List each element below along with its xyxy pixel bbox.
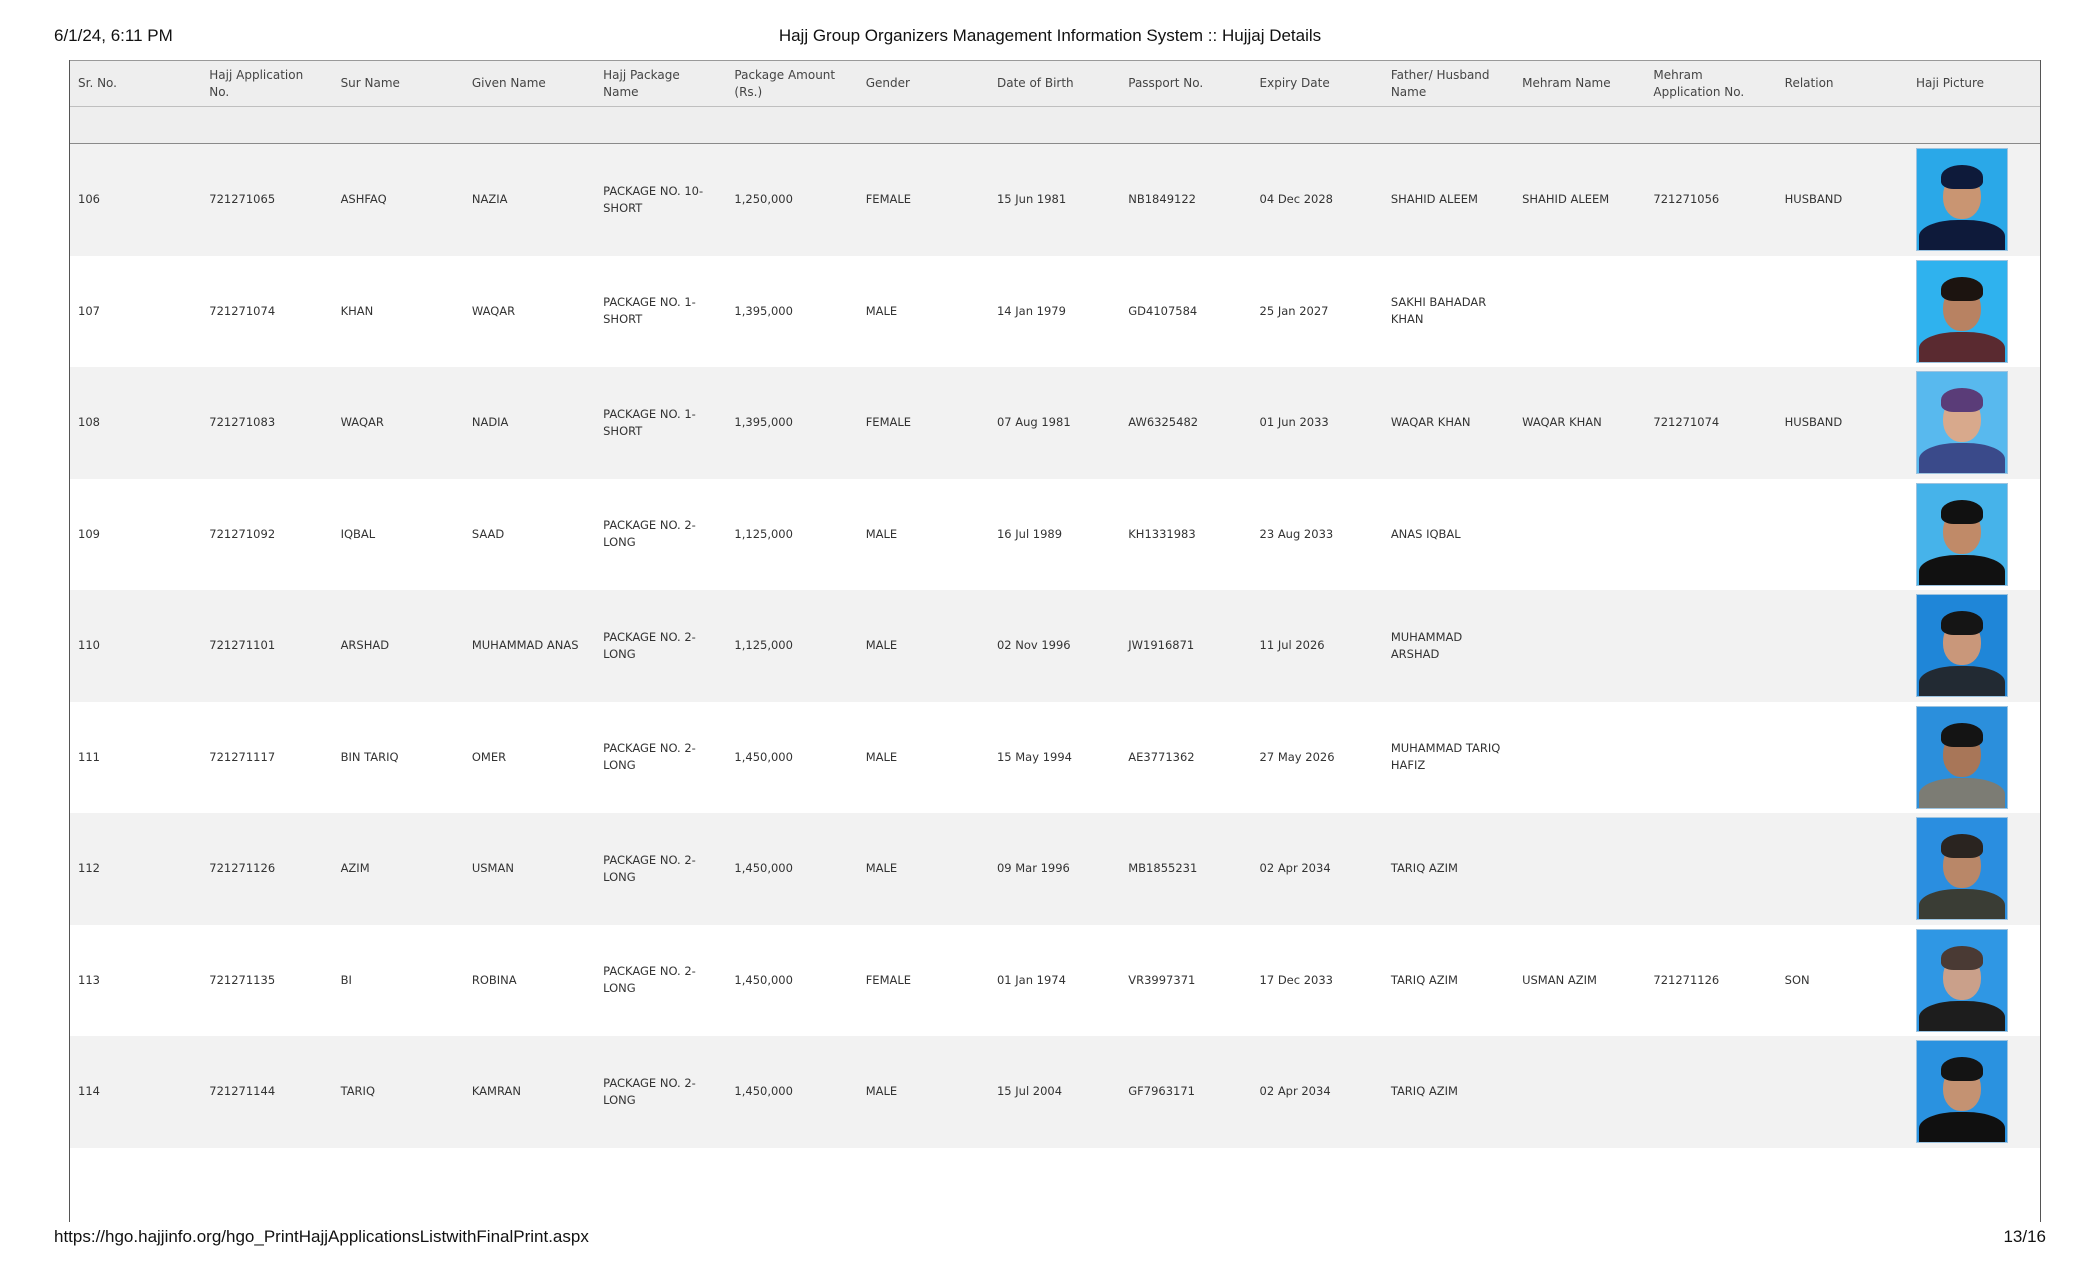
header-passport-no: Passport No. xyxy=(1128,76,1204,90)
photo-shoulders xyxy=(1919,778,2005,809)
header-sur-name: Sur Name xyxy=(340,76,400,90)
cell-sr-no: 108 xyxy=(78,415,100,430)
cell-father-husband-name: MUHAMMAD ARSHAD xyxy=(1390,629,1463,661)
cell-package-name: PACKAGE NO. 1-SHORT xyxy=(603,295,696,327)
print-footer xyxy=(54,1227,2046,1251)
photo-shoulders xyxy=(1919,889,2005,920)
photo-shoulders xyxy=(1919,220,2005,251)
cell-package-amount: 1,450,000 xyxy=(734,861,793,876)
cell-haji-picture xyxy=(1908,594,2040,697)
cell-sr-no: 113 xyxy=(78,972,100,987)
cell-haji-picture xyxy=(1908,1040,2040,1143)
haji-photo xyxy=(1916,706,2008,809)
header-expiry-date: Expiry Date xyxy=(1259,76,1330,90)
cell-package-amount: 1,125,000 xyxy=(734,638,793,653)
cell-expiry-date: 17 Dec 2033 xyxy=(1259,972,1333,987)
cell-gender: MALE xyxy=(865,303,898,318)
cell-application-no: 721271144 xyxy=(209,1084,276,1099)
header-package-name: Hajj Package Name xyxy=(603,67,680,99)
haji-photo xyxy=(1916,148,2008,251)
table-row xyxy=(70,590,2040,702)
cell-sr-no: 107 xyxy=(78,303,100,318)
cell-mehram-name: WAQAR KHAN xyxy=(1522,415,1602,430)
header-application-no: Hajj Application No. xyxy=(209,67,304,99)
cell-sr-no: 106 xyxy=(78,192,100,207)
cell-date-of-birth: 15 May 1994 xyxy=(996,749,1072,764)
photo-shoulders xyxy=(1919,1112,2005,1143)
cell-sur-name: TARIQ xyxy=(340,1084,375,1099)
cell-expiry-date: 02 Apr 2034 xyxy=(1259,1084,1331,1099)
table-row xyxy=(70,479,2040,591)
cell-date-of-birth: 01 Jan 1974 xyxy=(996,972,1066,987)
header-given-name: Given Name xyxy=(471,76,546,90)
cell-expiry-date: 02 Apr 2034 xyxy=(1259,861,1331,876)
header-date-of-birth: Date of Birth xyxy=(996,76,1074,90)
photo-shoulders xyxy=(1919,332,2005,363)
header-father-husband-name: Father/ Husband Name xyxy=(1390,67,1490,99)
header-mehram-name: Mehram Name xyxy=(1522,76,1611,90)
cell-package-amount: 1,450,000 xyxy=(734,972,793,987)
cell-haji-picture xyxy=(1908,929,2040,1032)
cell-package-amount: 1,450,000 xyxy=(734,1084,793,1099)
cell-package-name: PACKAGE NO. 2-LONG xyxy=(603,629,696,661)
cell-date-of-birth: 16 Jul 1989 xyxy=(996,526,1063,541)
table-filter-row xyxy=(70,107,2040,144)
cell-relation: HUSBAND xyxy=(1784,192,1843,207)
cell-given-name: KAMRAN xyxy=(471,1084,521,1099)
cell-sur-name: IQBAL xyxy=(340,526,376,541)
cell-application-no: 721271092 xyxy=(209,526,276,541)
table-row xyxy=(70,256,2040,368)
cell-father-husband-name: SHAHID ALEEM xyxy=(1390,192,1478,207)
cell-gender: MALE xyxy=(865,526,898,541)
cell-date-of-birth: 15 Jul 2004 xyxy=(996,1084,1063,1099)
cell-package-amount: 1,395,000 xyxy=(734,303,793,318)
cell-given-name: USMAN xyxy=(471,861,514,876)
cell-father-husband-name: WAQAR KHAN xyxy=(1390,415,1471,430)
cell-sr-no: 112 xyxy=(78,861,100,876)
cell-gender: FEMALE xyxy=(865,415,912,430)
haji-photo xyxy=(1916,260,2008,363)
haji-photo xyxy=(1916,929,2008,1032)
photo-hair xyxy=(1941,277,1983,301)
table-row xyxy=(70,813,2040,925)
cell-application-no: 721271101 xyxy=(209,638,276,653)
photo-hair xyxy=(1941,946,1983,970)
header-mehram-application-no: Mehram Application No. xyxy=(1653,67,1745,99)
photo-shoulders xyxy=(1919,1001,2005,1032)
table-row xyxy=(70,1036,2040,1148)
cell-given-name: OMER xyxy=(471,749,507,764)
cell-father-husband-name: MUHAMMAD TARIQ HAFIZ xyxy=(1390,741,1501,773)
cell-father-husband-name: TARIQ AZIM xyxy=(1390,861,1458,876)
haji-photo xyxy=(1916,817,2008,920)
cell-sur-name: ARSHAD xyxy=(340,638,390,653)
cell-gender: FEMALE xyxy=(865,192,912,207)
cell-package-name: PACKAGE NO. 2-LONG xyxy=(603,741,696,773)
cell-passport-no: VR3997371 xyxy=(1128,972,1196,987)
cell-haji-picture xyxy=(1908,706,2040,809)
cell-relation: SON xyxy=(1784,972,1810,987)
cell-given-name: WAQAR xyxy=(471,303,516,318)
cell-package-name: PACKAGE NO. 2-LONG xyxy=(603,1075,696,1107)
cell-package-name: PACKAGE NO. 2-LONG xyxy=(603,518,696,550)
cell-package-name: PACKAGE NO. 1-SHORT xyxy=(603,406,696,438)
cell-haji-picture xyxy=(1908,148,2040,251)
cell-application-no: 721271074 xyxy=(209,303,276,318)
cell-gender: MALE xyxy=(865,861,898,876)
cell-father-husband-name: SAKHI BAHADAR KHAN xyxy=(1390,295,1487,327)
cell-passport-no: NB1849122 xyxy=(1128,192,1196,207)
photo-shoulders xyxy=(1919,555,2005,586)
cell-mehram-application-no: 721271074 xyxy=(1653,415,1720,430)
print-datetime: 6/1/24, 6:11 PM xyxy=(54,26,173,45)
haji-photo xyxy=(1916,371,2008,474)
cell-mehram-application-no: 721271126 xyxy=(1653,972,1720,987)
photo-shoulders xyxy=(1919,666,2005,697)
cell-package-name: PACKAGE NO. 2-LONG xyxy=(603,852,696,884)
photo-hair xyxy=(1941,1057,1983,1081)
cell-date-of-birth: 07 Aug 1981 xyxy=(996,415,1071,430)
cell-sr-no: 110 xyxy=(78,638,100,653)
cell-given-name: NAZIA xyxy=(471,192,508,207)
cell-father-husband-name: TARIQ AZIM xyxy=(1390,1084,1458,1099)
cell-date-of-birth: 09 Mar 1996 xyxy=(996,861,1070,876)
cell-package-amount: 1,395,000 xyxy=(734,415,793,430)
cell-haji-picture xyxy=(1908,817,2040,920)
cell-date-of-birth: 02 Nov 1996 xyxy=(996,638,1071,653)
cell-package-amount: 1,450,000 xyxy=(734,749,793,764)
cell-gender: MALE xyxy=(865,1084,898,1099)
print-url: https://hgo.hajjinfo.org/hgo_PrintHajjApplicationsListwithFinalPrint.aspx xyxy=(54,1227,589,1246)
cell-date-of-birth: 14 Jan 1979 xyxy=(996,303,1066,318)
cell-passport-no: GF7963171 xyxy=(1128,1084,1195,1099)
hujjaj-sheet xyxy=(69,60,2041,1222)
table-row xyxy=(70,925,2040,1037)
header-gender: Gender xyxy=(865,76,910,90)
cell-package-name: PACKAGE NO. 2-LONG xyxy=(603,964,696,996)
cell-sur-name: BIN TARIQ xyxy=(340,749,399,764)
cell-passport-no: MB1855231 xyxy=(1128,861,1198,876)
table-row xyxy=(70,144,2040,256)
cell-expiry-date: 04 Dec 2028 xyxy=(1259,192,1333,207)
photo-hair xyxy=(1941,500,1983,524)
header-sr-no: Sr. No. xyxy=(78,76,117,90)
photo-hair xyxy=(1941,611,1983,635)
haji-photo xyxy=(1916,594,2008,697)
header-haji-picture: Haji Picture xyxy=(1915,76,1985,90)
cell-gender: MALE xyxy=(865,638,898,653)
photo-shoulders xyxy=(1919,443,2005,474)
cell-application-no: 721271126 xyxy=(209,861,276,876)
photo-hair xyxy=(1941,723,1983,747)
haji-photo xyxy=(1916,483,2008,586)
cell-passport-no: KH1331983 xyxy=(1128,526,1196,541)
cell-gender: FEMALE xyxy=(865,972,912,987)
table-row xyxy=(70,702,2040,814)
cell-given-name: SAAD xyxy=(471,526,505,541)
cell-passport-no: GD4107584 xyxy=(1128,303,1198,318)
cell-application-no: 721271117 xyxy=(209,749,276,764)
haji-photo xyxy=(1916,1040,2008,1143)
cell-sr-no: 111 xyxy=(78,749,100,764)
cell-application-no: 721271065 xyxy=(209,192,276,207)
cell-package-amount: 1,125,000 xyxy=(734,526,793,541)
cell-mehram-application-no: 721271056 xyxy=(1653,192,1720,207)
cell-sr-no: 114 xyxy=(78,1084,100,1099)
cell-haji-picture xyxy=(1908,483,2040,586)
cell-relation: HUSBAND xyxy=(1784,415,1843,430)
cell-sr-no: 109 xyxy=(78,526,100,541)
cell-mehram-name: SHAHID ALEEM xyxy=(1522,192,1610,207)
cell-application-no: 721271135 xyxy=(209,972,276,987)
cell-expiry-date: 11 Jul 2026 xyxy=(1259,638,1325,653)
photo-hair xyxy=(1941,834,1983,858)
table-body xyxy=(70,144,2040,1148)
table-header-row xyxy=(70,60,2040,107)
cell-passport-no: AW6325482 xyxy=(1128,415,1199,430)
photo-hair xyxy=(1941,165,1983,189)
cell-package-name: PACKAGE NO. 10-SHORT xyxy=(603,183,704,215)
cell-sur-name: KHAN xyxy=(340,303,374,318)
print-title: Hajj Group Organizers Management Information System :: Hujjaj Details xyxy=(778,26,1322,45)
cell-sur-name: BI xyxy=(340,972,352,987)
cell-expiry-date: 23 Aug 2033 xyxy=(1259,526,1334,541)
cell-expiry-date: 27 May 2026 xyxy=(1259,749,1335,764)
cell-haji-picture xyxy=(1908,371,2040,474)
hujjaj-table xyxy=(70,60,2040,1148)
cell-given-name: MUHAMMAD ANAS xyxy=(471,638,579,653)
cell-passport-no: AE3771362 xyxy=(1128,749,1195,764)
cell-mehram-name: USMAN AZIM xyxy=(1522,972,1597,987)
cell-sur-name: WAQAR xyxy=(340,415,384,430)
header-package-amount: Package Amount (Rs.) xyxy=(734,67,836,99)
table-row xyxy=(70,367,2040,479)
cell-given-name: NADIA xyxy=(471,415,509,430)
cell-package-amount: 1,250,000 xyxy=(734,192,793,207)
cell-expiry-date: 25 Jan 2027 xyxy=(1259,303,1329,318)
cell-passport-no: JW1916871 xyxy=(1128,638,1195,653)
photo-hair xyxy=(1941,388,1983,412)
cell-given-name: ROBINA xyxy=(471,972,517,987)
cell-expiry-date: 01 Jun 2033 xyxy=(1259,415,1329,430)
cell-sur-name: ASHFAQ xyxy=(340,192,387,207)
print-header xyxy=(54,26,2046,52)
cell-date-of-birth: 15 Jun 1981 xyxy=(996,192,1067,207)
print-page-number: 13/16 xyxy=(2003,1227,2046,1246)
cell-father-husband-name: ANAS IQBAL xyxy=(1390,526,1461,541)
cell-sur-name: AZIM xyxy=(340,861,370,876)
cell-father-husband-name: TARIQ AZIM xyxy=(1390,972,1458,987)
cell-gender: MALE xyxy=(865,749,898,764)
header-relation: Relation xyxy=(1784,76,1834,90)
cell-haji-picture xyxy=(1908,260,2040,363)
cell-application-no: 721271083 xyxy=(209,415,276,430)
